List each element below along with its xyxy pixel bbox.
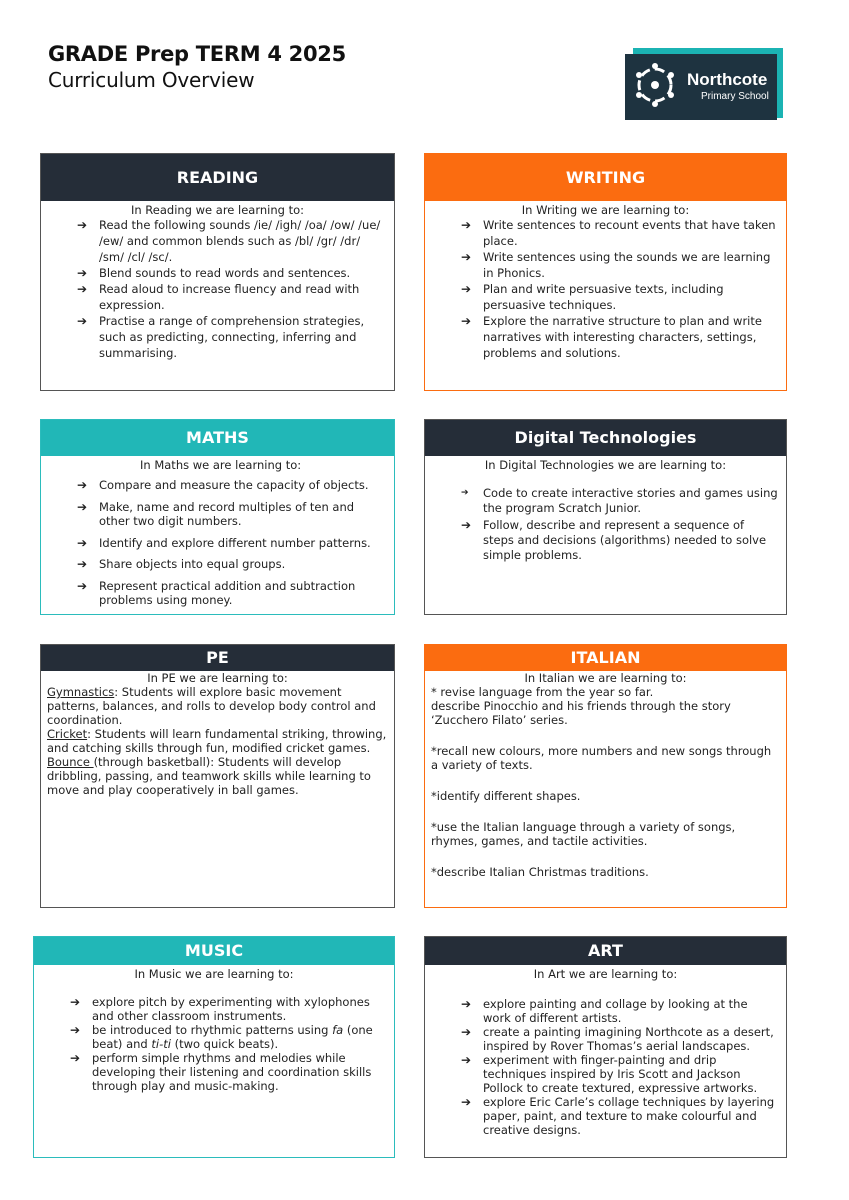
list-item: ➔ Follow, describe and represent a sequence of steps and decisions (algorithms) needed to solve simple problems. bbox=[461, 518, 767, 562]
arrow-icon: ➔ bbox=[461, 1025, 472, 1039]
writing-intro: In Writing we are learning to: bbox=[521, 203, 690, 217]
list-item: ➔ Compare and measure the capacity of objects. bbox=[77, 478, 369, 492]
italian-line: *identify different shapes. bbox=[431, 789, 581, 803]
music-panel bbox=[33, 936, 395, 1158]
arrow-icon: ➔ bbox=[77, 266, 88, 280]
list-item: ➔ be introduced to rhythmic patterns using fa (one beat) and ti-ti (two quick beats). bbox=[70, 1023, 373, 1051]
reading-intro: In Reading we are learning to: bbox=[130, 203, 305, 217]
maths-header: MATHS bbox=[41, 420, 394, 456]
arrow-icon: ➔ bbox=[461, 518, 472, 532]
reading-header: READING bbox=[41, 154, 394, 201]
writing-list bbox=[425, 217, 786, 361]
list-item: ➔ experiment with finger-painting and drip techniques inspired by Iris Scott and Jackson Pollock to create textured, expressive artworks. bbox=[461, 1053, 758, 1095]
digital-technologies-list bbox=[425, 486, 786, 563]
maths-list bbox=[41, 478, 394, 608]
arrow-icon: ➔ bbox=[77, 478, 88, 492]
logo-people-icon bbox=[631, 61, 679, 109]
arrow-icon: ➔ bbox=[77, 282, 88, 296]
digital-technologies-header: Digital Technologies bbox=[425, 420, 786, 456]
arrow-icon: ➔ bbox=[461, 218, 472, 232]
arrow-icon: ➔ bbox=[77, 535, 88, 550]
arrow-icon: ➔ bbox=[77, 218, 88, 232]
italian-line: *describe Italian Christmas traditions. bbox=[431, 865, 649, 879]
pe-gymnastics: Gymnastics: Students will explore basic movement patterns, balances, and rolls to develop body control and coordination. bbox=[47, 685, 376, 727]
list-item: ➔ Read aloud to increase fluency and read with expression. bbox=[77, 282, 360, 312]
italian-header: ITALIAN bbox=[425, 645, 786, 671]
arrow-icon: ➔ bbox=[70, 1051, 81, 1065]
list-item: ➔ explore painting and collage by looking at the work of different artists. bbox=[461, 997, 748, 1025]
pe-intro: In PE we are learning to: bbox=[147, 671, 288, 685]
list-item: ➔ Make, name and record multiples of ten and other two digit numbers. bbox=[77, 499, 355, 528]
logo-name: Northcote bbox=[687, 70, 768, 89]
arrow-icon: ➔ bbox=[77, 499, 88, 514]
arrow-icon: ➔ bbox=[70, 1023, 81, 1037]
reading-list bbox=[41, 217, 394, 361]
arrow-icon: ➔ bbox=[461, 997, 472, 1011]
page-title: GRADE Prep TERM 4 2025 bbox=[48, 42, 346, 66]
list-item: ➔ explore Eric Carle’s collage techniques by layering paper, paint, and texture to make colourful and creative designs. bbox=[461, 1095, 775, 1137]
music-intro: In Music we are learning to: bbox=[134, 967, 294, 981]
school-logo bbox=[625, 48, 783, 120]
arrow-icon: ➔ bbox=[77, 578, 88, 593]
reading-panel bbox=[40, 153, 395, 391]
list-item: ➔ create a painting imagining Northcote as a desert, inspired by Rover Thomas’s aerial landscapes. bbox=[461, 1025, 774, 1053]
list-item: ➔ Plan and write persuasive texts, including persuasive techniques. bbox=[461, 282, 724, 312]
list-item: ➔ Explore the narrative structure to plan and write narratives with interesting characters, settings, problems and solutions. bbox=[461, 314, 762, 360]
list-item: ➔ Write sentences using the sounds we are learning in Phonics. bbox=[461, 250, 771, 280]
pe-header: PE bbox=[41, 645, 394, 671]
pe-cricket: Cricket: Students will learn fundamental striking, throwing, and catching skills through fun, modified cricket games. bbox=[47, 727, 387, 755]
italian-line: describe Pinocchio and his friends through the story ‘Zucchero Filato’ series. bbox=[431, 699, 731, 727]
logo-subtitle: Primary School bbox=[701, 91, 769, 102]
writing-header: WRITING bbox=[425, 154, 786, 201]
italian-panel bbox=[424, 644, 787, 908]
list-item: ➔ Code to create interactive stories and games using the program Scratch Junior. bbox=[461, 486, 778, 515]
list-item: ➔ Share objects into equal groups. bbox=[77, 557, 286, 571]
art-list bbox=[425, 997, 786, 1137]
art-panel bbox=[424, 936, 787, 1158]
list-item: ➔ Represent practical addition and subtraction problems using money. bbox=[77, 578, 356, 607]
list-item: ➔ Write sentences to recount events that have taken place. bbox=[461, 218, 776, 248]
list-item: ➔ Practise a range of comprehension strategies, such as predicting, connecting, inferring and summarising. bbox=[77, 314, 365, 360]
pe-bounce: Bounce (through basketball): Students will develop dribbling, passing, and teamwork skills while learning to move and play cooperatively in ball games. bbox=[47, 755, 371, 797]
arrow-icon: ➔ bbox=[461, 282, 472, 296]
music-list bbox=[34, 995, 394, 1093]
italian-line: *use the Italian language through a variety of songs, rhymes, games, and tactile activities. bbox=[431, 820, 736, 848]
art-intro: In Art we are learning to: bbox=[533, 967, 678, 981]
list-item: ➔ perform simple rhythms and melodies while developing their listening and coordination skills through play and music-making. bbox=[70, 1051, 372, 1093]
music-header: MUSIC bbox=[34, 937, 394, 965]
digital-technologies-panel bbox=[424, 419, 787, 615]
arrow-icon: ➔ bbox=[70, 995, 81, 1009]
arrow-icon: ➔ bbox=[461, 1053, 472, 1067]
italian-intro: In Italian we are learning to: bbox=[524, 671, 687, 685]
page-subtitle: Curriculum Overview bbox=[48, 68, 255, 92]
digital-technologies-intro: In Digital Technologies we are learning to: bbox=[484, 458, 727, 472]
maths-intro: In Maths we are learning to: bbox=[140, 458, 302, 472]
italian-line: *recall new colours, more numbers and new songs through a variety of texts. bbox=[431, 744, 772, 772]
italian-line: * revise language from the year so far. bbox=[431, 685, 654, 699]
arrow-icon: ➔ bbox=[461, 488, 469, 498]
art-header: ART bbox=[425, 937, 786, 965]
arrow-icon: ➔ bbox=[77, 557, 88, 571]
arrow-icon: ➔ bbox=[77, 314, 88, 328]
pe-panel bbox=[40, 644, 395, 908]
arrow-icon: ➔ bbox=[461, 250, 472, 264]
arrow-icon: ➔ bbox=[461, 1095, 472, 1109]
list-item: ➔ Identify and explore different number patterns. bbox=[77, 535, 371, 550]
arrow-icon: ➔ bbox=[461, 314, 472, 328]
list-item: ➔ Read the following sounds /ie/ /igh/ /oa/ /ow/ /ue/ /ew/ and common blends such as /bl/ /gr/ /dr/ /sm/ /cl/ /sc/. bbox=[77, 218, 381, 264]
maths-panel bbox=[40, 419, 395, 615]
list-item: ➔ Blend sounds to read words and sentences. bbox=[77, 266, 351, 280]
list-item: ➔ explore pitch by experimenting with xylophones and other classroom instruments. bbox=[70, 995, 370, 1023]
writing-panel bbox=[424, 153, 787, 391]
